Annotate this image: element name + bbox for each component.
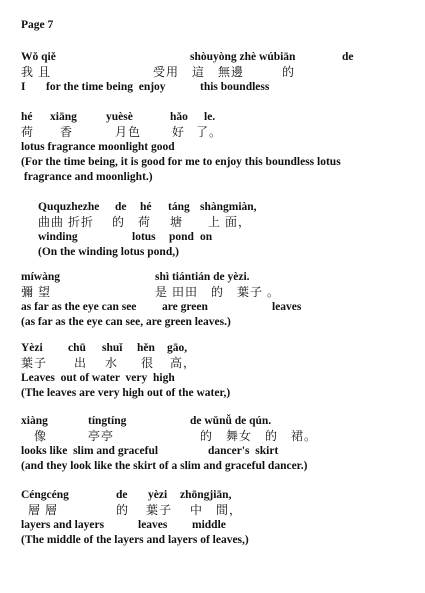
translation-text: (as far as the eye can see, are green leaves.) [21, 316, 231, 328]
chinese-segment: 的 舞女 的 裙。 [200, 429, 318, 443]
pinyin-segment: tíngtíng [88, 415, 127, 427]
pinyin-line [0, 414, 425, 429]
translation-line [0, 155, 425, 170]
chinese-segment: 曲曲 折折 [38, 215, 95, 229]
pinyin-segment: de wǔnǚ de qún. [190, 415, 272, 427]
translation-line [0, 533, 425, 548]
chinese-segment: 葉子 [146, 503, 173, 517]
chinese-segment: 荷 [138, 215, 152, 229]
pinyin-segment: hé [140, 201, 152, 213]
chinese-line [0, 429, 425, 444]
sentence-block-1 [0, 50, 425, 95]
chinese-segment: 水 [105, 356, 119, 370]
pinyin-segment: hé [21, 111, 33, 123]
pinyin-line [0, 200, 425, 215]
english-segment: winding [38, 231, 78, 243]
english-segment: lotus fragrance moonlight good [21, 141, 175, 153]
translation-text: (On the winding lotus pond,) [38, 246, 179, 258]
translation-text: (The middle of the layers and layers of leaves,) [21, 534, 249, 546]
pinyin-line [0, 270, 425, 285]
pinyin-segment: Céngcéng [21, 489, 69, 501]
chinese-segment: 好 [172, 125, 186, 139]
pinyin-line [0, 50, 425, 65]
english-line [0, 140, 425, 155]
sentence-block-4 [0, 270, 425, 330]
english-segment: for the time being enjoy [46, 81, 166, 93]
pinyin-segment: yèzi [148, 489, 168, 501]
english-line [0, 230, 425, 245]
translation-line [0, 315, 425, 330]
pinyin-segment: yuèsè [106, 111, 133, 123]
translation-line [0, 386, 425, 401]
chinese-segment: 了。 [196, 125, 223, 139]
chinese-segment: 是 田田 的 葉子 。 [155, 285, 281, 299]
pinyin-segment: xiàng [21, 415, 48, 427]
chinese-segment: 我 且 [21, 65, 52, 79]
pinyin-segment: míwàng [21, 271, 60, 283]
english-segment: lotus [132, 231, 156, 243]
pinyin-segment: shòuyòng zhè wúbiān [190, 51, 296, 63]
chinese-segment: 的 [112, 215, 126, 229]
pinyin-segment: Wǒ qiě [21, 51, 56, 63]
english-line [0, 300, 425, 315]
pinyin-segment: hǎo [170, 111, 188, 123]
sentence-block-5 [0, 341, 425, 401]
chinese-line [0, 285, 425, 300]
chinese-segment: 的 [282, 65, 296, 79]
pinyin-line [0, 488, 425, 503]
pinyin-segment: xiāng [50, 111, 77, 123]
english-segment: Leaves out of water very high [21, 372, 175, 384]
chinese-segment: 出 [74, 356, 88, 370]
pinyin-segment: le. [204, 111, 216, 123]
english-segment: on [200, 231, 213, 243]
pinyin-segment: Ququzhezhe [38, 201, 100, 213]
chinese-segment: 香 [60, 125, 74, 139]
english-segment: this boundless [200, 81, 270, 93]
translation-line [0, 245, 425, 260]
english-segment: layers and layers [21, 519, 105, 531]
pinyin-segment: de [115, 201, 127, 213]
pinyin-line [0, 110, 425, 125]
chinese-segment: 亭亭 [88, 429, 115, 443]
pinyin-segment: shuǐ [102, 342, 123, 354]
pinyin-segment: chū [68, 342, 86, 354]
pinyin-segment: táng [168, 201, 190, 213]
sentence-block-3 [0, 200, 425, 260]
english-segment: as far as the eye can see [21, 301, 137, 313]
chinese-line [0, 503, 425, 518]
translation-text: (The leaves are very high out of the water,) [21, 387, 231, 399]
chinese-segment: 高， [170, 356, 197, 370]
chinese-segment: 中 間， [190, 503, 243, 517]
english-segment: are green [162, 301, 208, 313]
english-segment: middle [192, 519, 226, 531]
chinese-segment: 塘 [170, 215, 184, 229]
pinyin-segment: hěn [137, 342, 155, 354]
chinese-line [0, 125, 425, 140]
chinese-line [0, 65, 425, 80]
english-line [0, 371, 425, 386]
english-segment: leaves [272, 301, 302, 313]
pinyin-segment: de [116, 489, 128, 501]
pinyin-segment: gāo, [167, 342, 188, 354]
translation-text: (For the time being, it is good for me to enjoy this boundless lotus [21, 156, 341, 168]
pinyin-segment: Yèzi [21, 342, 43, 354]
english-segment: leaves [138, 519, 168, 531]
english-segment: pond [169, 231, 194, 243]
sentence-block-2 [0, 110, 425, 185]
chinese-segment: 很 [141, 356, 155, 370]
pinyin-segment: shàngmiàn, [200, 201, 257, 213]
chinese-line [0, 215, 425, 230]
english-line [0, 518, 425, 533]
chinese-segment: 葉子 [21, 356, 48, 370]
chinese-segment: 像 [34, 429, 48, 443]
chinese-segment: 的 [116, 503, 130, 517]
sentence-block-7 [0, 488, 425, 548]
english-segment: I [21, 81, 26, 93]
english-segment: looks like slim and graceful [21, 445, 159, 457]
chinese-segment: 層 層 [28, 503, 59, 517]
pinyin-line [0, 341, 425, 356]
english-line [0, 444, 425, 459]
translation-text: (and they look like the skirt of a slim and graceful dancer.) [21, 460, 308, 472]
chinese-segment: 受用 這 無邊 [153, 65, 245, 79]
chinese-segment: 荷 [21, 125, 35, 139]
chinese-segment: 彌 望 [21, 285, 52, 299]
pinyin-segment: shì tiántián de yèzi. [155, 271, 250, 283]
pinyin-segment: de [342, 51, 354, 63]
pinyin-segment: zhōngjiān, [180, 489, 232, 501]
page-label: Page 7 [21, 19, 54, 31]
translation-text: fragrance and moonlight.) [21, 171, 153, 183]
chinese-segment: 月色 [115, 125, 142, 139]
english-segment: dancer's skirt [208, 445, 279, 457]
chinese-line [0, 356, 425, 371]
chinese-segment: 上 面， [208, 215, 252, 229]
sentence-block-6 [0, 414, 425, 474]
translation-line [0, 459, 425, 474]
translation-line [0, 170, 425, 185]
english-line [0, 80, 425, 95]
